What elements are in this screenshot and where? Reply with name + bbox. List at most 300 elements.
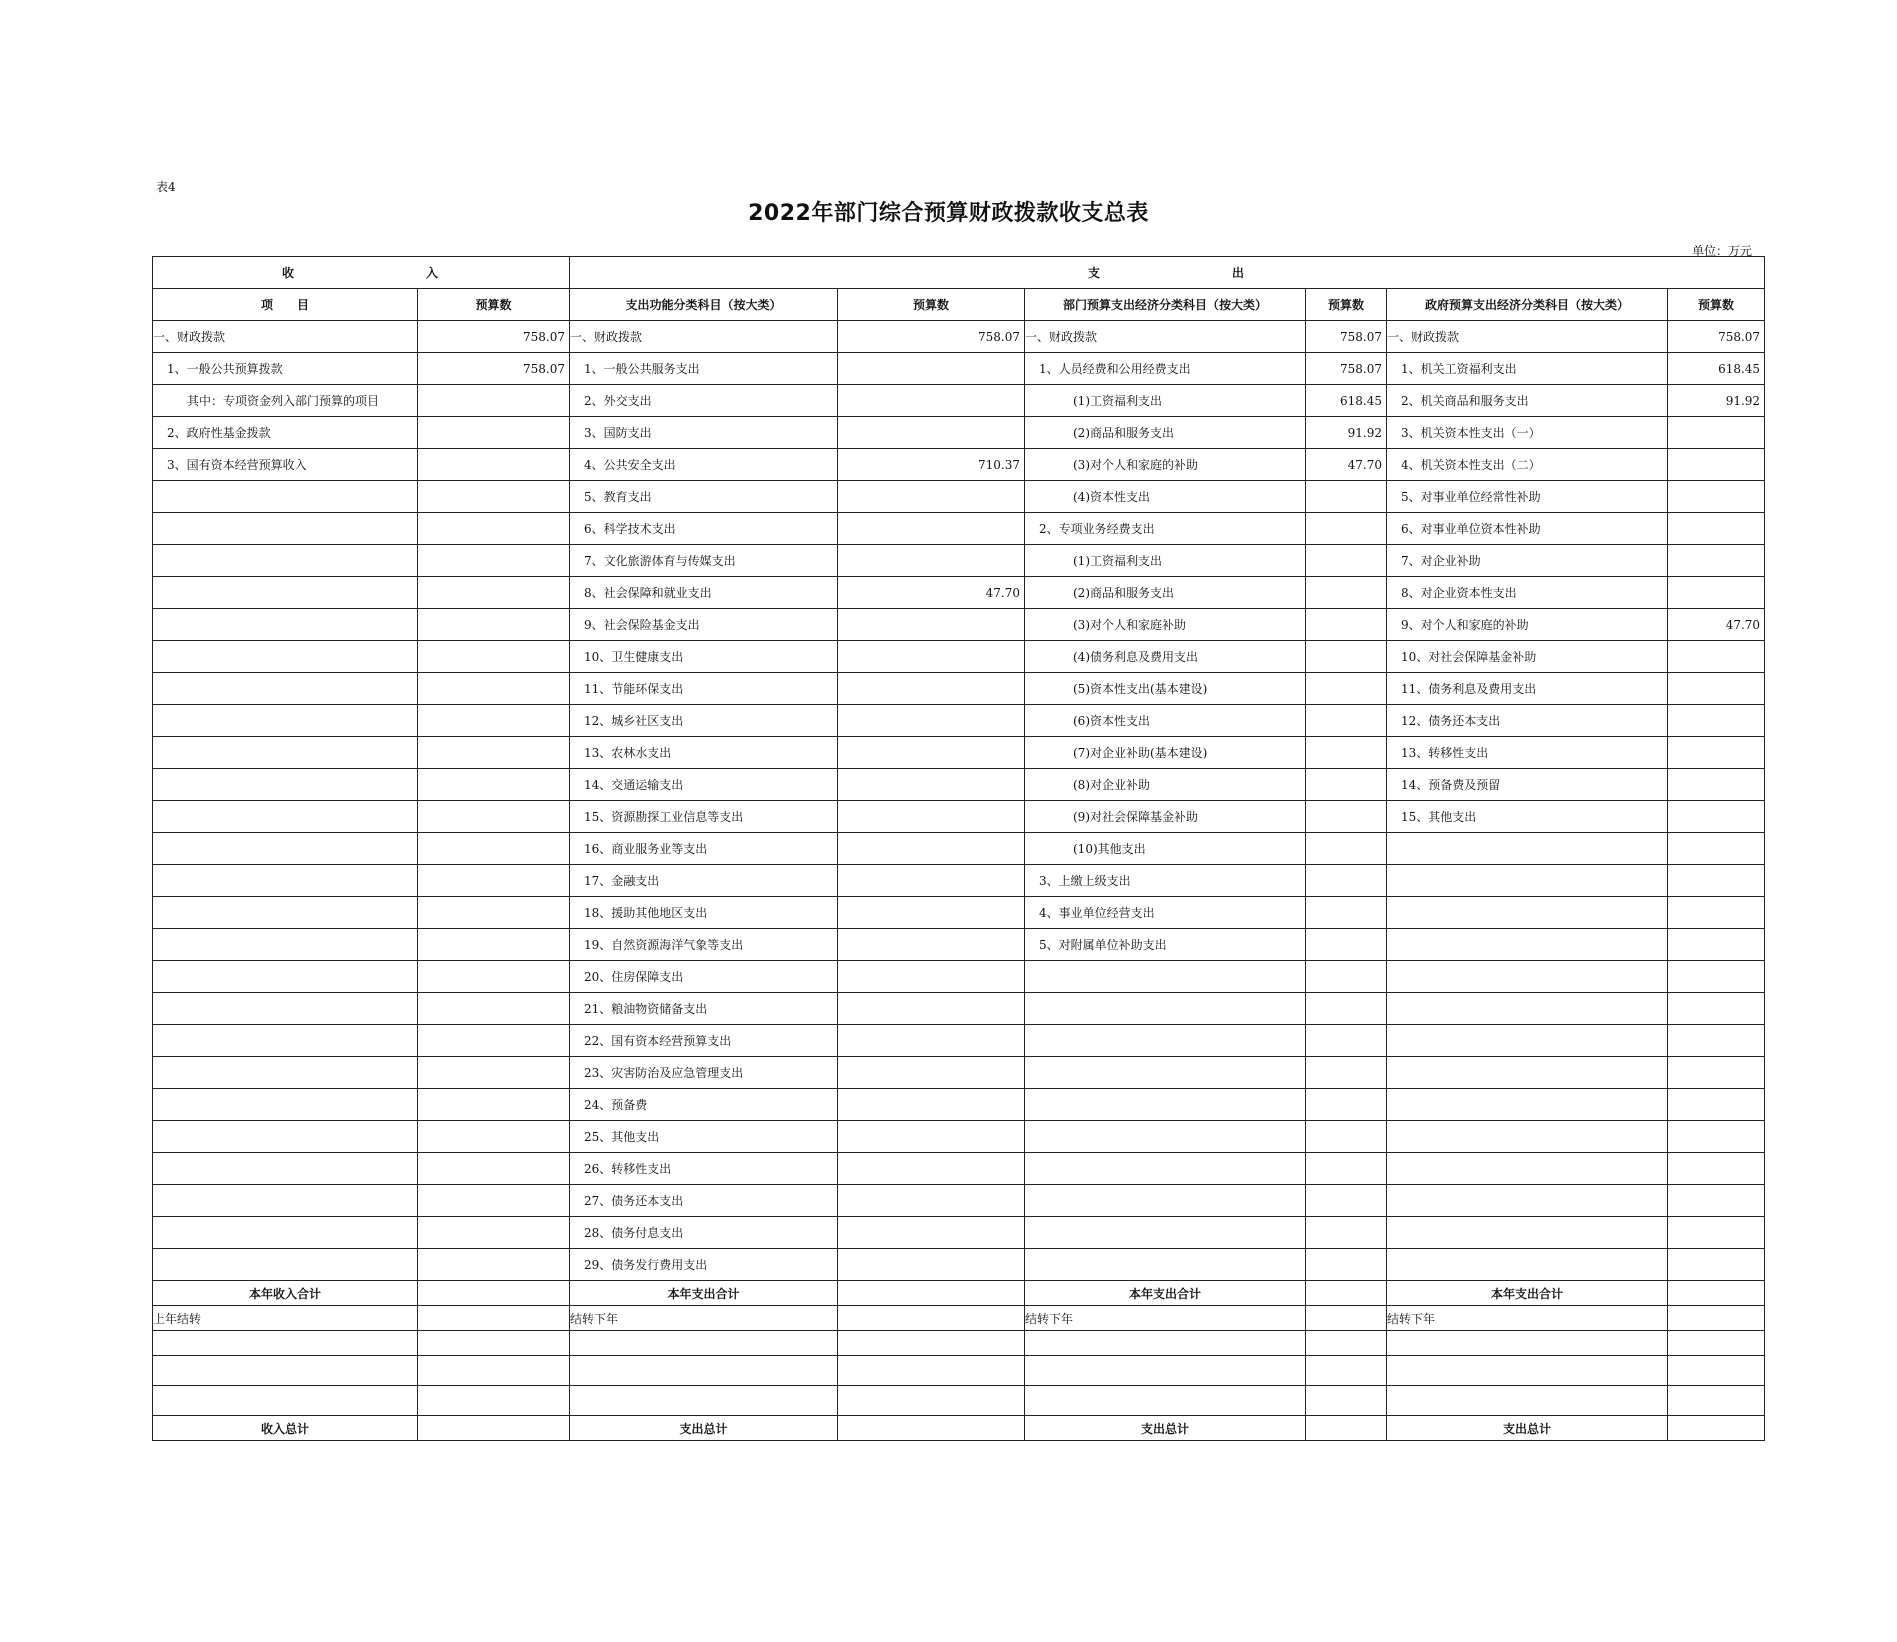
blank-cell bbox=[153, 1331, 418, 1356]
table-row bbox=[153, 353, 1765, 385]
dept-amount-cell bbox=[1306, 737, 1387, 769]
gov-amount-cell bbox=[1668, 1153, 1765, 1185]
income-item-cell bbox=[153, 1217, 418, 1249]
func-item-cell: 10、卫生健康支出 bbox=[570, 641, 838, 673]
expense-group-header: 支 出 bbox=[570, 257, 1765, 289]
blank-cell bbox=[1387, 1331, 1668, 1356]
dept-item-cell: 4、事业单位经营支出 bbox=[1025, 897, 1306, 929]
income-item-cell bbox=[153, 833, 418, 865]
func-item-cell: 14、交通运输支出 bbox=[570, 769, 838, 801]
table-row bbox=[153, 1089, 1765, 1121]
dept-amount-cell bbox=[1306, 1025, 1387, 1057]
blank-cell bbox=[418, 1356, 570, 1386]
table-row bbox=[153, 993, 1765, 1025]
dept-amount-cell bbox=[1306, 705, 1387, 737]
func-amount-cell bbox=[838, 673, 1025, 705]
gov-amount-cell bbox=[1668, 897, 1765, 929]
dept-item-cell: (3)对个人和家庭的补助 bbox=[1025, 449, 1306, 481]
func-item-cell: 19、自然资源海洋气象等支出 bbox=[570, 929, 838, 961]
table-row bbox=[153, 961, 1765, 993]
gov-amount-cell bbox=[1668, 1249, 1765, 1281]
func-item-cell: 25、其他支出 bbox=[570, 1121, 838, 1153]
income-amount-cell bbox=[418, 1153, 570, 1185]
gov-item-cell bbox=[1387, 961, 1668, 993]
dept-item-cell bbox=[1025, 1217, 1306, 1249]
income-amount-cell: 758.07 bbox=[418, 353, 570, 385]
income-amount-cell bbox=[418, 1185, 570, 1217]
func-item-cell: 2、外交支出 bbox=[570, 385, 838, 417]
table-row bbox=[153, 1025, 1765, 1057]
dept-amount-cell: 618.45 bbox=[1306, 385, 1387, 417]
income-amount-cell bbox=[418, 833, 570, 865]
income-amount-header: 预算数 bbox=[418, 289, 570, 321]
income-amount-cell bbox=[418, 897, 570, 929]
income-amount-cell bbox=[418, 769, 570, 801]
blank-cell bbox=[1025, 1386, 1306, 1416]
income-item-cell: 一、财政拨款 bbox=[153, 321, 418, 353]
gov-item-cell: 5、对事业单位经常性补助 bbox=[1387, 481, 1668, 513]
income-amount-cell bbox=[418, 673, 570, 705]
func-amount-cell bbox=[838, 865, 1025, 897]
func-amount-cell bbox=[838, 961, 1025, 993]
blank-cell bbox=[153, 1356, 418, 1386]
income-amount-cell bbox=[418, 737, 570, 769]
func-amount-cell bbox=[838, 929, 1025, 961]
dept-amount-cell bbox=[1306, 865, 1387, 897]
income-item-cell bbox=[153, 737, 418, 769]
income-amount-cell bbox=[418, 449, 570, 481]
dept-item-cell: 5、对附属单位补助支出 bbox=[1025, 929, 1306, 961]
func-amount-cell bbox=[838, 1089, 1025, 1121]
func-item-cell: 1、一般公共服务支出 bbox=[570, 353, 838, 385]
dept-item-cell: 一、财政拨款 bbox=[1025, 321, 1306, 353]
dept-item-cell: 3、上缴上级支出 bbox=[1025, 865, 1306, 897]
gov-item-cell: 4、机关资本性支出（二） bbox=[1387, 449, 1668, 481]
func-item-cell: 18、援助其他地区支出 bbox=[570, 897, 838, 929]
year-expense-gov-total-value bbox=[1668, 1281, 1765, 1306]
gov-amount-cell: 618.45 bbox=[1668, 353, 1765, 385]
gov-item-cell: 6、对事业单位资本性补助 bbox=[1387, 513, 1668, 545]
gov-amount-cell bbox=[1668, 929, 1765, 961]
func-item-cell: 21、粮油物资储备支出 bbox=[570, 993, 838, 1025]
gov-item-cell bbox=[1387, 833, 1668, 865]
table-row bbox=[153, 673, 1765, 705]
income-amount-cell bbox=[418, 1121, 570, 1153]
year-income-total-value bbox=[418, 1281, 570, 1306]
table-row bbox=[153, 1121, 1765, 1153]
blank-cell bbox=[418, 1386, 570, 1416]
income-amount-cell bbox=[418, 865, 570, 897]
table-row bbox=[153, 1217, 1765, 1249]
dept-amount-cell: 758.07 bbox=[1306, 353, 1387, 385]
blank-row bbox=[153, 1331, 1765, 1356]
expense-func-grand-total-label: 支出总计 bbox=[570, 1416, 838, 1441]
expense-dept-grand-total-value bbox=[1306, 1416, 1387, 1441]
income-amount-cell bbox=[418, 385, 570, 417]
table-row bbox=[153, 1185, 1765, 1217]
dept-amount-cell bbox=[1306, 1089, 1387, 1121]
func-amount-cell bbox=[838, 1217, 1025, 1249]
dept-amount-cell bbox=[1306, 993, 1387, 1025]
func-item-cell: 24、预备费 bbox=[570, 1089, 838, 1121]
gov-amount-cell bbox=[1668, 1057, 1765, 1089]
dept-item-cell bbox=[1025, 1153, 1306, 1185]
gov-amount-cell bbox=[1668, 417, 1765, 449]
gov-item-cell: 9、对个人和家庭的补助 bbox=[1387, 609, 1668, 641]
dept-item-cell bbox=[1025, 1249, 1306, 1281]
blank-cell bbox=[418, 1331, 570, 1356]
income-item-cell bbox=[153, 641, 418, 673]
func-amount-cell: 47.70 bbox=[838, 577, 1025, 609]
gov-item-cell: 15、其他支出 bbox=[1387, 801, 1668, 833]
next-carry-dept-value bbox=[1306, 1306, 1387, 1331]
gov-amount-cell: 91.92 bbox=[1668, 385, 1765, 417]
gov-amount-cell bbox=[1668, 993, 1765, 1025]
expense-gov-grand-total-label: 支出总计 bbox=[1387, 1416, 1668, 1441]
prev-carry-value bbox=[418, 1306, 570, 1331]
blank-cell bbox=[838, 1386, 1025, 1416]
income-amount-cell bbox=[418, 481, 570, 513]
gov-item-cell bbox=[1387, 897, 1668, 929]
income-amount-cell bbox=[418, 929, 570, 961]
income-item-cell bbox=[153, 769, 418, 801]
gov-amount-cell bbox=[1668, 1217, 1765, 1249]
dept-item-cell: (2)商品和服务支出 bbox=[1025, 417, 1306, 449]
blank-cell bbox=[1025, 1331, 1306, 1356]
dept-amount-cell bbox=[1306, 577, 1387, 609]
gov-item-cell bbox=[1387, 1089, 1668, 1121]
func-item-cell: 6、科学技术支出 bbox=[570, 513, 838, 545]
func-amount-cell bbox=[838, 1057, 1025, 1089]
dept-amount-cell: 91.92 bbox=[1306, 417, 1387, 449]
income-item-cell bbox=[153, 1057, 418, 1089]
dept-item-header: 部门预算支出经济分类科目（按大类） bbox=[1025, 289, 1306, 321]
dept-item-cell: (5)资本性支出(基本建设) bbox=[1025, 673, 1306, 705]
func-amount-cell bbox=[838, 833, 1025, 865]
dept-item-cell: (1)工资福利支出 bbox=[1025, 385, 1306, 417]
income-amount-cell bbox=[418, 705, 570, 737]
income-item-cell bbox=[153, 929, 418, 961]
next-carry-gov-value bbox=[1668, 1306, 1765, 1331]
dept-amount-cell bbox=[1306, 769, 1387, 801]
dept-item-cell bbox=[1025, 1025, 1306, 1057]
blank-cell bbox=[1668, 1356, 1765, 1386]
table-row bbox=[153, 449, 1765, 481]
dept-item-cell: (4)资本性支出 bbox=[1025, 481, 1306, 513]
gov-amount-cell bbox=[1668, 673, 1765, 705]
income-item-cell bbox=[153, 513, 418, 545]
table-row bbox=[153, 801, 1765, 833]
income-item-cell bbox=[153, 1249, 418, 1281]
income-amount-cell bbox=[418, 1249, 570, 1281]
func-item-cell: 20、住房保障支出 bbox=[570, 961, 838, 993]
dept-amount-cell bbox=[1306, 545, 1387, 577]
unit-label: 单位：万元 bbox=[1691, 244, 1752, 258]
func-item-cell: 22、国有资本经营预算支出 bbox=[570, 1025, 838, 1057]
func-amount-cell bbox=[838, 481, 1025, 513]
blank-cell bbox=[838, 1356, 1025, 1386]
func-amount-cell bbox=[838, 1025, 1025, 1057]
year-expense-func-total-value bbox=[838, 1281, 1025, 1306]
gov-item-cell: 8、对企业资本性支出 bbox=[1387, 577, 1668, 609]
func-amount-cell bbox=[838, 513, 1025, 545]
func-amount-cell bbox=[838, 993, 1025, 1025]
dept-amount-cell bbox=[1306, 929, 1387, 961]
func-amount-cell: 710.37 bbox=[838, 449, 1025, 481]
blank-cell bbox=[570, 1331, 838, 1356]
dept-item-cell bbox=[1025, 993, 1306, 1025]
func-amount-cell bbox=[838, 641, 1025, 673]
income-amount-cell: 758.07 bbox=[418, 321, 570, 353]
gov-item-cell: 1、机关工资福利支出 bbox=[1387, 353, 1668, 385]
income-amount-cell bbox=[418, 961, 570, 993]
dept-amount-cell: 47.70 bbox=[1306, 449, 1387, 481]
dept-item-cell bbox=[1025, 961, 1306, 993]
dept-item-cell: (8)对企业补助 bbox=[1025, 769, 1306, 801]
gov-item-cell bbox=[1387, 929, 1668, 961]
func-item-cell: 8、社会保障和就业支出 bbox=[570, 577, 838, 609]
gov-amount-cell bbox=[1668, 961, 1765, 993]
income-amount-cell bbox=[418, 577, 570, 609]
dept-item-cell: (6)资本性支出 bbox=[1025, 705, 1306, 737]
dept-amount-cell: 758.07 bbox=[1306, 321, 1387, 353]
func-amount-header: 预算数 bbox=[838, 289, 1025, 321]
dept-amount-cell bbox=[1306, 961, 1387, 993]
income-item-cell bbox=[153, 1025, 418, 1057]
table-row bbox=[153, 705, 1765, 737]
dept-amount-cell bbox=[1306, 833, 1387, 865]
gov-item-cell bbox=[1387, 1217, 1668, 1249]
table-row bbox=[153, 769, 1765, 801]
blank-cell bbox=[838, 1331, 1025, 1356]
income-amount-cell bbox=[418, 609, 570, 641]
income-amount-cell bbox=[418, 1057, 570, 1089]
gov-amount-cell: 47.70 bbox=[1668, 609, 1765, 641]
income-item-cell bbox=[153, 1185, 418, 1217]
func-amount-cell bbox=[838, 1121, 1025, 1153]
income-item-header: 项 目 bbox=[153, 289, 418, 321]
gov-item-cell: 14、预备费及预留 bbox=[1387, 769, 1668, 801]
blank-cell bbox=[1387, 1386, 1668, 1416]
dept-item-cell: 1、人员经费和公用经费支出 bbox=[1025, 353, 1306, 385]
income-amount-cell bbox=[418, 641, 570, 673]
year-expense-dept-total-label: 本年支出合计 bbox=[1025, 1281, 1306, 1306]
func-amount-cell bbox=[838, 1153, 1025, 1185]
year-total-row bbox=[153, 1281, 1765, 1306]
income-item-cell bbox=[153, 705, 418, 737]
gov-item-cell: 7、对企业补助 bbox=[1387, 545, 1668, 577]
gov-amount-cell bbox=[1668, 801, 1765, 833]
func-item-cell: 3、国防支出 bbox=[570, 417, 838, 449]
func-item-cell: 26、转移性支出 bbox=[570, 1153, 838, 1185]
func-item-cell: 28、债务付息支出 bbox=[570, 1217, 838, 1249]
grand-total-row bbox=[153, 1416, 1765, 1441]
income-item-cell bbox=[153, 801, 418, 833]
dept-item-cell: (3)对个人和家庭补助 bbox=[1025, 609, 1306, 641]
dept-amount-cell bbox=[1306, 1153, 1387, 1185]
year-expense-dept-total-value bbox=[1306, 1281, 1387, 1306]
func-amount-cell bbox=[838, 737, 1025, 769]
dept-amount-cell bbox=[1306, 673, 1387, 705]
income-grand-total-label: 收入总计 bbox=[153, 1416, 418, 1441]
table-row bbox=[153, 417, 1765, 449]
table-row bbox=[153, 609, 1765, 641]
dept-amount-header: 预算数 bbox=[1306, 289, 1387, 321]
dept-item-cell: 2、专项业务经费支出 bbox=[1025, 513, 1306, 545]
table-row bbox=[153, 577, 1765, 609]
dept-item-cell: (1)工资福利支出 bbox=[1025, 545, 1306, 577]
income-item-cell bbox=[153, 993, 418, 1025]
dept-item-cell: (7)对企业补助(基本建设) bbox=[1025, 737, 1306, 769]
blank-cell bbox=[1306, 1331, 1387, 1356]
gov-item-cell: 2、机关商品和服务支出 bbox=[1387, 385, 1668, 417]
blank-row bbox=[153, 1356, 1765, 1386]
table-row bbox=[153, 321, 1765, 353]
prev-carry-label: 上年结转 bbox=[153, 1306, 418, 1331]
income-item-cell: 2、政府性基金拨款 bbox=[153, 417, 418, 449]
dept-amount-cell bbox=[1306, 1249, 1387, 1281]
budget-table bbox=[152, 256, 1765, 1441]
gov-amount-cell bbox=[1668, 449, 1765, 481]
dept-item-cell: (4)债务利息及费用支出 bbox=[1025, 641, 1306, 673]
blank-cell bbox=[1387, 1356, 1668, 1386]
expense-func-grand-total-value bbox=[838, 1416, 1025, 1441]
table-row bbox=[153, 513, 1765, 545]
expense-dept-grand-total-label: 支出总计 bbox=[1025, 1416, 1306, 1441]
func-amount-cell bbox=[838, 609, 1025, 641]
gov-item-cell: 3、机关资本性支出（一） bbox=[1387, 417, 1668, 449]
dept-amount-cell bbox=[1306, 1217, 1387, 1249]
income-item-cell bbox=[153, 673, 418, 705]
gov-amount-cell: 758.07 bbox=[1668, 321, 1765, 353]
func-item-cell: 12、城乡社区支出 bbox=[570, 705, 838, 737]
next-carry-func-value bbox=[838, 1306, 1025, 1331]
gov-amount-cell bbox=[1668, 545, 1765, 577]
gov-amount-cell bbox=[1668, 641, 1765, 673]
table-row bbox=[153, 385, 1765, 417]
gov-item-cell bbox=[1387, 1025, 1668, 1057]
income-item-cell: 其中：专项资金列入部门预算的项目 bbox=[153, 385, 418, 417]
income-amount-cell bbox=[418, 1089, 570, 1121]
income-item-cell bbox=[153, 961, 418, 993]
func-amount-cell bbox=[838, 801, 1025, 833]
next-carry-gov-label: 结转下年 bbox=[1387, 1306, 1668, 1331]
gov-amount-cell bbox=[1668, 481, 1765, 513]
gov-amount-cell bbox=[1668, 769, 1765, 801]
income-item-cell bbox=[153, 481, 418, 513]
dept-amount-cell bbox=[1306, 641, 1387, 673]
func-amount-cell bbox=[838, 1185, 1025, 1217]
gov-item-cell bbox=[1387, 1153, 1668, 1185]
gov-item-cell bbox=[1387, 1057, 1668, 1089]
func-amount-cell bbox=[838, 1249, 1025, 1281]
gov-amount-cell bbox=[1668, 1121, 1765, 1153]
func-amount-cell bbox=[838, 417, 1025, 449]
dept-amount-cell bbox=[1306, 1121, 1387, 1153]
income-item-cell bbox=[153, 865, 418, 897]
gov-amount-cell bbox=[1668, 1185, 1765, 1217]
blank-cell bbox=[153, 1386, 418, 1416]
income-amount-cell bbox=[418, 545, 570, 577]
blank-cell bbox=[1306, 1356, 1387, 1386]
next-carry-dept-label: 结转下年 bbox=[1025, 1306, 1306, 1331]
func-amount-cell bbox=[838, 897, 1025, 929]
income-amount-cell bbox=[418, 417, 570, 449]
table-row bbox=[153, 897, 1765, 929]
dept-item-cell bbox=[1025, 1089, 1306, 1121]
gov-amount-cell bbox=[1668, 705, 1765, 737]
table-row bbox=[153, 1249, 1765, 1281]
func-item-cell: 23、灾害防治及应急管理支出 bbox=[570, 1057, 838, 1089]
table-row bbox=[153, 929, 1765, 961]
gov-item-cell: 12、债务还本支出 bbox=[1387, 705, 1668, 737]
blank-cell bbox=[570, 1386, 838, 1416]
blank-cell bbox=[570, 1356, 838, 1386]
func-item-cell: 4、公共安全支出 bbox=[570, 449, 838, 481]
dept-amount-cell bbox=[1306, 513, 1387, 545]
table-row bbox=[153, 641, 1765, 673]
table-row bbox=[153, 737, 1765, 769]
blank-cell bbox=[1668, 1386, 1765, 1416]
income-amount-cell bbox=[418, 1217, 570, 1249]
func-item-cell: 27、债务还本支出 bbox=[570, 1185, 838, 1217]
dept-item-cell: (9)对社会保障基金补助 bbox=[1025, 801, 1306, 833]
func-amount-cell bbox=[838, 353, 1025, 385]
dept-amount-cell bbox=[1306, 1057, 1387, 1089]
table-row bbox=[153, 865, 1765, 897]
func-item-cell: 29、债务发行费用支出 bbox=[570, 1249, 838, 1281]
year-expense-func-total-label: 本年支出合计 bbox=[570, 1281, 838, 1306]
gov-item-cell: 10、对社会保障基金补助 bbox=[1387, 641, 1668, 673]
carryover-row bbox=[153, 1306, 1765, 1331]
func-amount-cell bbox=[838, 769, 1025, 801]
expense-gov-grand-total-value bbox=[1668, 1416, 1765, 1441]
dept-amount-cell bbox=[1306, 801, 1387, 833]
blank-cell bbox=[1668, 1331, 1765, 1356]
func-amount-cell bbox=[838, 385, 1025, 417]
gov-amount-cell bbox=[1668, 577, 1765, 609]
gov-item-cell bbox=[1387, 1249, 1668, 1281]
gov-item-cell bbox=[1387, 1185, 1668, 1217]
year-income-total-label: 本年收入合计 bbox=[153, 1281, 418, 1306]
gov-item-cell: 13、转移性支出 bbox=[1387, 737, 1668, 769]
func-item-cell: 一、财政拨款 bbox=[570, 321, 838, 353]
gov-item-cell bbox=[1387, 865, 1668, 897]
gov-amount-cell bbox=[1668, 865, 1765, 897]
income-group-header: 收 入 bbox=[153, 257, 570, 289]
func-item-cell: 15、资源勘探工业信息等支出 bbox=[570, 801, 838, 833]
income-item-cell: 1、一般公共预算拨款 bbox=[153, 353, 418, 385]
column-header-row bbox=[153, 289, 1765, 321]
income-item-cell bbox=[153, 1089, 418, 1121]
income-amount-cell bbox=[418, 801, 570, 833]
dept-amount-cell bbox=[1306, 1185, 1387, 1217]
func-item-cell: 17、金融支出 bbox=[570, 865, 838, 897]
gov-item-cell: 一、财政拨款 bbox=[1387, 321, 1668, 353]
next-carry-func-label: 结转下年 bbox=[570, 1306, 838, 1331]
gov-item-cell bbox=[1387, 1121, 1668, 1153]
dept-item-cell bbox=[1025, 1121, 1306, 1153]
dept-item-cell: (2)商品和服务支出 bbox=[1025, 577, 1306, 609]
gov-amount-cell bbox=[1668, 833, 1765, 865]
income-item-cell bbox=[153, 577, 418, 609]
dept-item-cell bbox=[1025, 1185, 1306, 1217]
table-number: 表4 bbox=[156, 180, 176, 194]
func-item-cell: 7、文化旅游体育与传媒支出 bbox=[570, 545, 838, 577]
func-item-cell: 13、农林水支出 bbox=[570, 737, 838, 769]
func-item-cell: 16、商业服务业等支出 bbox=[570, 833, 838, 865]
income-item-cell bbox=[153, 1153, 418, 1185]
